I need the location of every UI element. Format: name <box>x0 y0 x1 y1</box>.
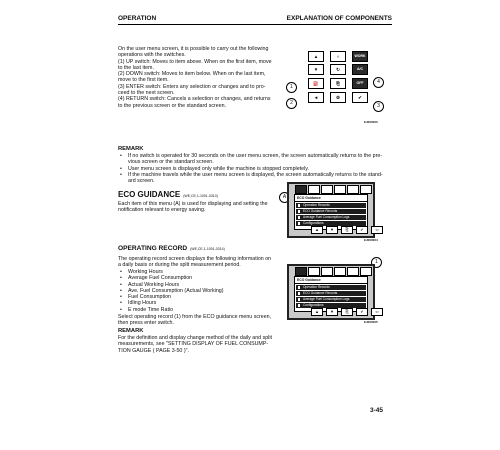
enter-switch: ✔ <box>352 92 368 103</box>
work-mode-switch: WORK <box>352 51 368 62</box>
guide-icon: ⎘ <box>341 308 353 316</box>
list-item: • Actual Working Hours <box>118 282 223 288</box>
menu-item: Operation Records <box>296 203 366 208</box>
header-chapter-title: EXPLANATION OF COMPONENTS <box>286 15 392 22</box>
camera-switch: ⎘ <box>330 78 346 89</box>
intro-paragraph <box>118 46 272 109</box>
record-items-list <box>118 269 223 313</box>
figure-id: EJ000004 <box>364 238 378 242</box>
return-guide-icon: ⇦ <box>371 308 383 316</box>
intro-line: (1) UP switch: Moves to item above. When on the first item, move <box>118 58 272 65</box>
up-guide-icon: ▲ <box>311 226 323 234</box>
guide-button-bar <box>311 226 383 234</box>
remark-bullet: • If no switch is operated for 30 seconds on the user menu screen, the screen automatically returns to the pre- vious screen or the standard screen. <box>118 153 383 166</box>
monitor-screen <box>287 182 379 238</box>
menu-item: Average Fuel Consumption Logs <box>296 297 366 302</box>
tab-icon <box>347 267 359 276</box>
intro-line: On the user menu screen, it is possible to carry out the following <box>118 46 269 52</box>
return-switch: ◄ <box>308 92 324 103</box>
intro-line: (2) DOWN switch: Moves to item below. When on the last item, <box>118 71 266 78</box>
menu-item: Average Fuel Consumption Logs <box>296 215 366 220</box>
tab-icon <box>360 267 372 276</box>
intro-line: (4) RETURN switch: Cancels a selection or changes, and returns <box>118 96 271 103</box>
list-item: • Working Hours <box>118 269 223 275</box>
eco-tab-icon <box>295 267 307 276</box>
menu-item: ECO Guidance Records <box>296 209 366 214</box>
monitor-screen <box>287 264 379 320</box>
remark-heading: REMARK <box>118 328 144 334</box>
callout-4: 4 <box>373 77 384 88</box>
guide-icon: ⎘ <box>341 226 353 234</box>
selection-paragraph: Select operating record (1) from the ECO guidance menu screen, then press enter switch. <box>118 314 272 327</box>
menu-item: Configurations <box>296 303 366 308</box>
tab-icon <box>321 267 333 276</box>
menu-item: Operation Records <box>296 285 366 290</box>
up-guide-icon: ▲ <box>311 308 323 316</box>
remark-bullet: • If the machine travels while the user menu screen is displayed, the screen automatically returns to the stand- ard screen. <box>118 172 383 185</box>
list-item: • Ave. Fuel Consumption (Actual Working) <box>118 288 223 294</box>
ac-switch: A/C <box>352 64 368 75</box>
eco-tab-icon <box>295 185 307 194</box>
tab-icon <box>308 267 320 276</box>
down-guide-icon: ▼ <box>326 226 338 234</box>
menu-list <box>294 194 368 230</box>
enter-guide-icon: ✔ <box>356 226 368 234</box>
intro-line: ceed to the next screen. <box>118 90 175 97</box>
tab-icon <box>308 185 320 194</box>
fuel-switch: ⛽ <box>308 78 324 89</box>
remark-bullet: • User menu screen is displayed only while the machine is stopped completely. <box>118 166 383 172</box>
callout-3: 3 <box>373 101 384 112</box>
callout-a: A <box>279 192 290 203</box>
figure-id: EJ000000 <box>364 120 378 124</box>
page-number: 3-45 <box>370 407 384 414</box>
menu-tab-bar <box>295 185 372 193</box>
settings-switch: ⚙ <box>330 92 346 103</box>
fan-switch: ↻ <box>330 64 346 75</box>
tab-icon <box>360 185 372 194</box>
return-guide-icon: ⇦ <box>371 226 383 234</box>
remark-paragraph: For the definition and display change method of the daily and split measurements, see "SETTING DISPLAY OF FUEL CONSUMP- TION GAUGE ( PAGE 3-50 )". <box>118 335 273 354</box>
buzzer-switch: ∩ <box>330 51 346 62</box>
guide-button-bar <box>311 308 383 316</box>
figure-id: EJ000005 <box>364 320 378 324</box>
callout-1: 1 <box>286 82 297 93</box>
remark-bullet-list <box>118 153 383 184</box>
menu-item: Configurations <box>296 221 366 226</box>
menu-tab-bar <box>295 267 372 275</box>
menu-title: ECO Guidance <box>295 195 367 202</box>
callout-1: 1 <box>371 257 382 268</box>
eco-paragraph: Each item of this menu (A) is used for displaying and setting the notification relevant to energy saving. <box>118 201 268 214</box>
menu-list <box>294 276 368 312</box>
tab-icon <box>334 267 346 276</box>
header-section-title: OPERATION <box>118 15 157 22</box>
enter-guide-icon: ✔ <box>356 308 368 316</box>
callout-2: 2 <box>286 98 297 109</box>
list-item: • Fuel Consumption <box>118 294 223 300</box>
menu-title: ECO Guidance <box>295 277 367 284</box>
intro-line: operations with the switches. <box>118 52 186 59</box>
intro-line: move to the first item. <box>118 77 169 84</box>
section-heading: OPERATING RECORD (WE,CE,1-1001-0314) <box>118 245 225 252</box>
tab-icon <box>347 185 359 194</box>
list-item: • Idling Hours <box>118 300 223 306</box>
section-heading: ECO GUIDANCE (WE,CE,1-1001-0310) <box>118 190 218 199</box>
operating-record-paragraph: The operating record screen displays the following information on a daily basis or during the split measurement period. <box>118 256 272 269</box>
tab-icon <box>334 185 346 194</box>
remark-heading: REMARK <box>118 146 144 152</box>
intro-line: (3) ENTER switch: Enters any selection or changes and to pro- <box>118 83 266 90</box>
intro-line: to the last item. <box>118 64 154 71</box>
down-guide-icon: ▼ <box>326 308 338 316</box>
page-header <box>118 15 392 25</box>
up-switch: ▲ <box>308 51 324 62</box>
down-switch: ▼ <box>308 64 324 75</box>
menu-item: ECO Guidance Records <box>296 291 366 296</box>
list-item: • Average Fuel Consumption <box>118 275 223 281</box>
list-item: • E mode Time Ratio <box>118 307 223 313</box>
tab-icon <box>321 185 333 194</box>
off-switch: OFF <box>352 78 368 89</box>
intro-line: to the previous screen or the standard screen. <box>118 102 227 109</box>
